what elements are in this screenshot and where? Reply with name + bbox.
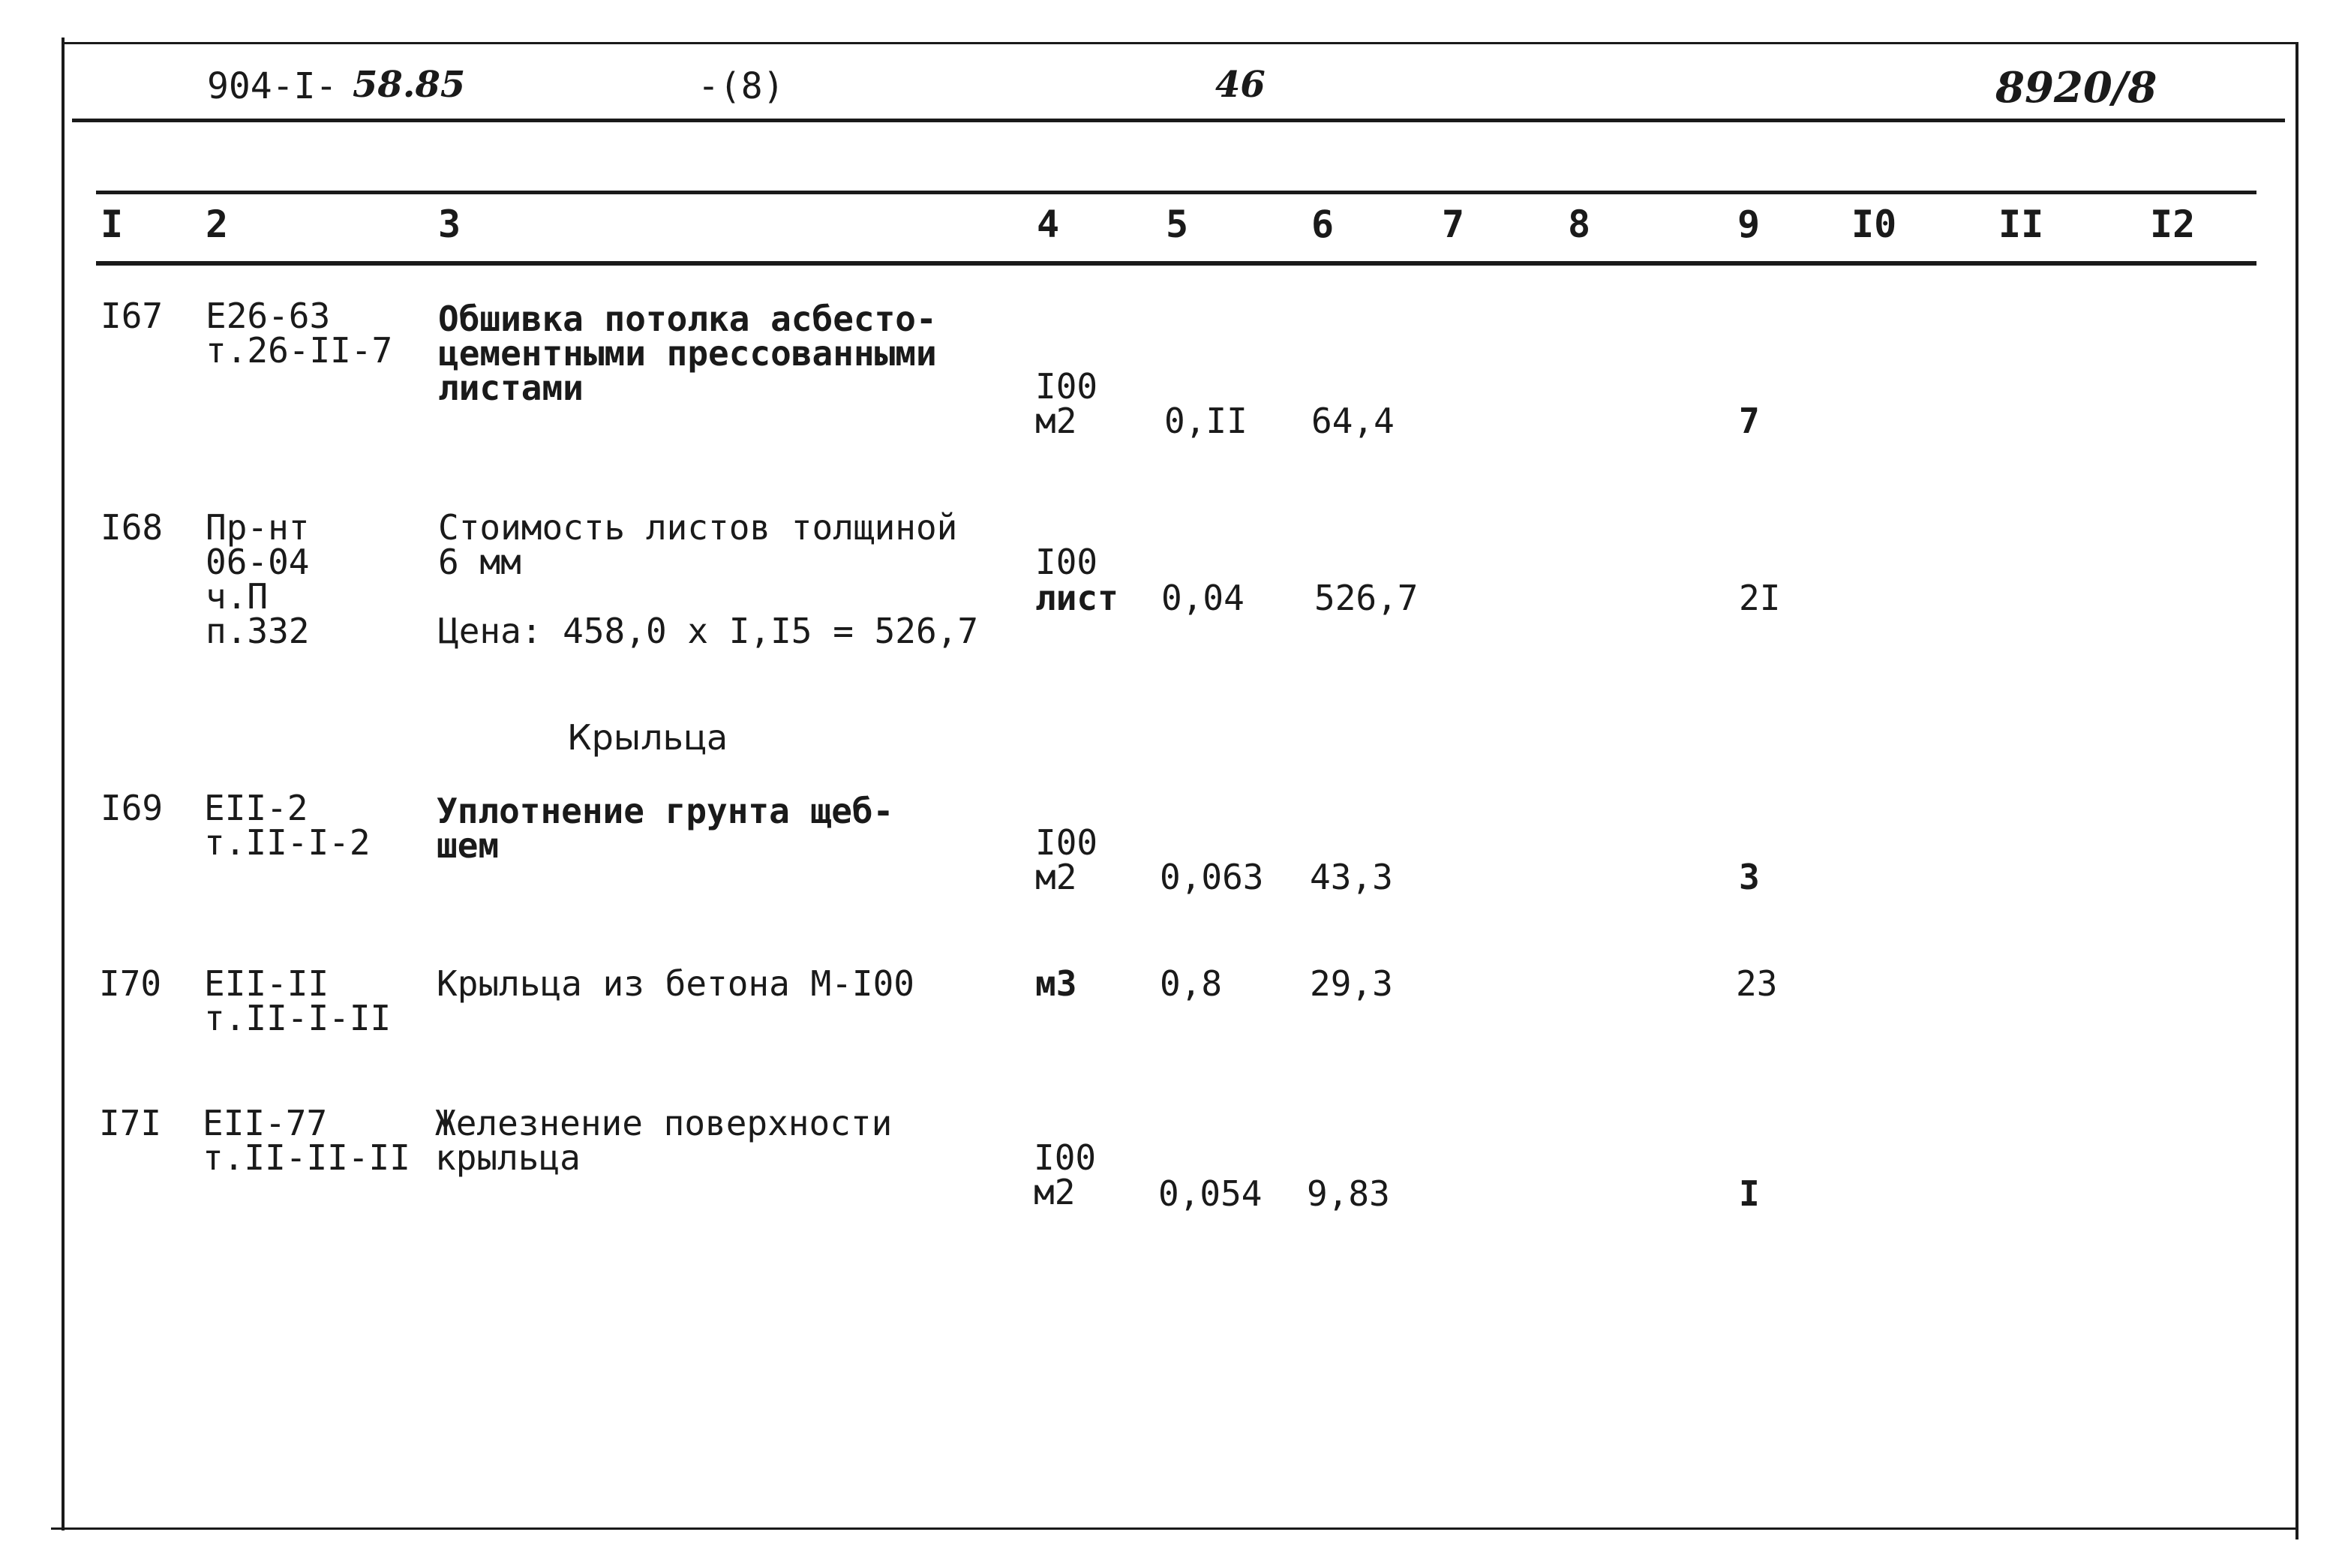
row-description: Обшивка потолка асбесто- <box>438 299 937 339</box>
row-price: 9,83 <box>1307 1173 1390 1214</box>
col-header-10: I0 <box>1851 203 1897 246</box>
doc-prefix: 904-I- <box>207 65 338 107</box>
row-unit: м2 <box>1035 857 1077 897</box>
row-code: т.26-II-7 <box>206 330 393 371</box>
row-description: Крыльца из бетона М-I00 <box>437 963 914 1004</box>
row-number: I68 <box>101 507 164 548</box>
row-description: цементными прессованными <box>438 333 937 374</box>
col-header-9: 9 <box>1737 203 1761 246</box>
row-quantity: 0,04 <box>1161 578 1245 618</box>
price-note: Цена: 458,0 х I,I5 = 526,7 <box>438 611 979 651</box>
row-description: шем <box>437 825 500 866</box>
row-total: 2I <box>1739 578 1781 618</box>
left-border <box>62 38 65 1530</box>
row-unit: I00 <box>1035 542 1098 582</box>
page-number: 46 <box>1215 64 1266 106</box>
row-total: 23 <box>1736 963 1778 1004</box>
row-code: т.II-I-II <box>204 998 392 1038</box>
col-header-1: I <box>101 203 124 246</box>
row-code: Пр-нт <box>206 507 310 548</box>
row-quantity: 0,II <box>1164 401 1248 441</box>
col-header-3: 3 <box>438 203 461 246</box>
doc-suffix: 58.85 <box>353 64 466 106</box>
row-unit: I00 <box>1035 366 1098 407</box>
columns-bottom-rule <box>96 261 2256 266</box>
row-description: листами <box>438 368 584 408</box>
row-description: крыльца <box>435 1137 581 1178</box>
row-quantity: 0,8 <box>1160 963 1223 1004</box>
row-code: ЕII-77 <box>203 1103 328 1143</box>
row-unit: I00 <box>1034 1137 1097 1178</box>
row-code: 06-04 <box>206 542 310 582</box>
row-code: ЕII-II <box>204 963 329 1004</box>
sheet-code: -(8) <box>698 65 785 107</box>
right-border <box>2295 42 2298 1539</box>
col-header-12: I2 <box>2150 203 2196 246</box>
row-description: Уплотнение грунта щеб- <box>437 791 894 831</box>
top-border <box>65 42 2298 44</box>
row-code: Е26-63 <box>206 296 331 336</box>
col-header-8: 8 <box>1568 203 1591 246</box>
row-price: 526,7 <box>1314 578 1419 618</box>
row-code: ЕII-2 <box>204 788 308 828</box>
row-description: Стоимость листов толщиной <box>438 507 958 548</box>
row-code: т.II-II-II <box>203 1137 410 1178</box>
row-price: 43,3 <box>1310 857 1393 897</box>
col-header-7: 7 <box>1442 203 1465 246</box>
row-code: п.332 <box>206 611 310 651</box>
col-header-2: 2 <box>206 203 229 246</box>
row-code: т.II-I-2 <box>204 822 371 863</box>
row-description: Железнение поверхности <box>435 1103 893 1143</box>
row-number: I7I <box>99 1103 162 1143</box>
row-quantity: 0,063 <box>1160 857 1264 897</box>
row-number: I69 <box>101 788 164 828</box>
section-heading: Крыльца <box>567 717 728 758</box>
col-header-6: 6 <box>1311 203 1335 246</box>
row-number: I67 <box>101 296 164 336</box>
col-header-5: 5 <box>1166 203 1189 246</box>
columns-top-rule <box>96 191 2256 194</box>
row-number: I70 <box>99 963 162 1004</box>
row-description: 6 мм <box>438 542 521 582</box>
col-header-11: II <box>1998 203 2044 246</box>
row-price: 29,3 <box>1310 963 1393 1004</box>
row-unit: м2 <box>1034 1172 1076 1212</box>
row-unit: м3 <box>1035 963 1077 1004</box>
row-unit: м2 <box>1035 401 1077 441</box>
archive-number: 8920/8 <box>1995 63 2157 113</box>
bottom-border <box>51 1527 2298 1530</box>
row-total: I <box>1739 1173 1760 1214</box>
col-header-4: 4 <box>1037 203 1060 246</box>
row-quantity: 0,054 <box>1158 1173 1263 1214</box>
row-unit: лист <box>1035 578 1118 618</box>
row-unit: I00 <box>1035 822 1098 863</box>
header-rule <box>72 119 2285 122</box>
row-code: ч.П <box>206 576 269 617</box>
row-total: 7 <box>1739 401 1760 441</box>
row-price: 64,4 <box>1311 401 1395 441</box>
row-total: 3 <box>1739 857 1760 897</box>
